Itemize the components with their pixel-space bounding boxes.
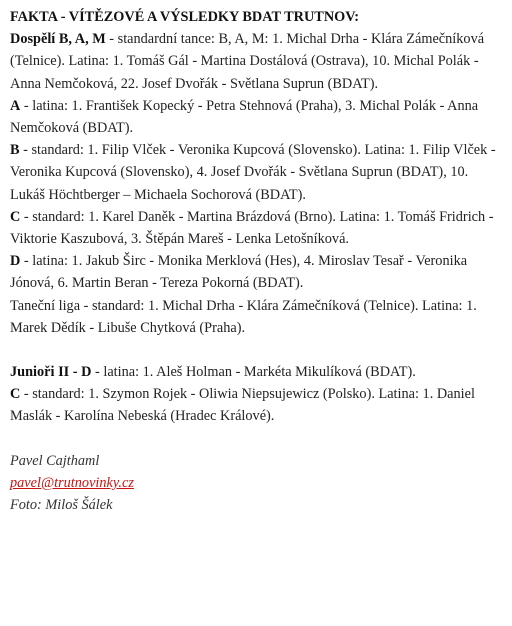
author-name: Pavel Cajthaml bbox=[10, 452, 100, 469]
result-adults-d bbox=[10, 250, 504, 294]
photo-credit: Foto: Miloš Šálek bbox=[10, 497, 113, 514]
spacer bbox=[10, 428, 504, 450]
result-adults-a bbox=[10, 95, 504, 139]
result-label: D bbox=[10, 253, 21, 270]
author-email-link[interactable]: pavel@trutnovinky.cz bbox=[10, 474, 134, 491]
result-label: B bbox=[10, 142, 20, 159]
result-text: - standardní tance: B, A, M: 1. Michal Drha - Klára Zámečníková (Telnice). Latina: 1. Tomáš Gál - Martina Dostálová (Ostrava), 10. Michal Polák - Anna Nemčoková, 22. Josef Dvořák - Světlana Suprun (BDAT). bbox=[10, 31, 485, 92]
result-text: - standard: 1. Szymon Rojek - Oliwia Niepsujewicz (Polsko). Latina: 1. Daniel Maslák - Karolína Nebeská (Hradec Králové). bbox=[10, 386, 475, 425]
result-text: - latina: 1. Aleš Holman - Markéta Mikulíková (BDAT). bbox=[91, 364, 416, 381]
results-heading bbox=[10, 6, 504, 28]
result-juniors-d bbox=[10, 361, 504, 383]
result-label: C bbox=[10, 386, 21, 403]
result-text: - latina: 1. Jakub Širc - Monika Merklová (Hes), 4. Miroslav Tesař - Veronika Jónová, 6. Martin Beran - Tereza Pokorná (BDAT). bbox=[10, 253, 468, 292]
result-text: - latina: 1. František Kopecký - Petra Stehnová (Praha), 3. Michal Polák - Anna Nemčoková (BDAT). bbox=[10, 97, 479, 137]
result-text: - standard: 1. Filip Vlček - Veronika Kupcová (Slovensko). Latina: 1. Filip Vlček - Veronika Kupcová (Slovensko), 4. Josef Dvořák - Světlana Suprun (BDAT), 10. Lukáš Höchtberger – Michaela Sochorová (BDAT). bbox=[10, 142, 496, 203]
result-adults-b bbox=[10, 139, 504, 206]
result-label: A bbox=[10, 97, 21, 114]
result-label: Dospělí B, A, M bbox=[10, 31, 106, 48]
result-adults-bam bbox=[10, 28, 504, 95]
result-adults-c bbox=[10, 206, 504, 250]
result-juniors-c bbox=[10, 383, 504, 427]
result-dance-league: Taneční liga - standard: 1. Michal Drha - Klára Zámečníková (Telnice). Latina: 1. Marek Dědík - Libuše Chytková (Praha). bbox=[10, 297, 477, 336]
results-heading-text: FAKTA - VÍTĚZOVÉ A VÝSLEDKY BDAT TRUTNOV: bbox=[10, 9, 360, 25]
result-label: C bbox=[10, 208, 21, 225]
author-email-line bbox=[10, 472, 504, 494]
result-label: Junioři II - D bbox=[10, 364, 92, 381]
spacer bbox=[10, 339, 504, 361]
result-text: - standard: 1. Karel Daněk - Martina Brázdová (Brno). Latina: 1. Tomáš Fridrich - Viktorie Kaszubová, 3. Štěpán Mareš - Lenka Letošníková. bbox=[10, 208, 494, 248]
results-article bbox=[10, 6, 504, 516]
